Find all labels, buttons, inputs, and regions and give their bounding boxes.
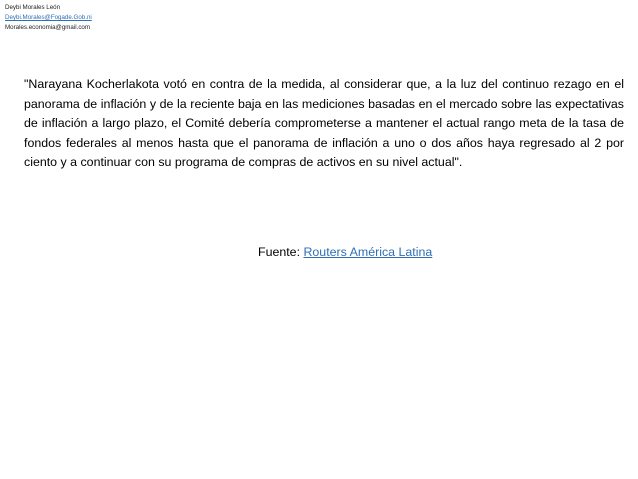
source-link[interactable]: Routers América Latina (303, 245, 433, 259)
author-email-secondary: Morales.economia@gmail.com (5, 24, 91, 31)
author-info (5, 3, 92, 33)
source-line (258, 244, 432, 260)
author-name: Deybi Morales León (5, 4, 61, 11)
quote-paragraph: "Narayana Kocherlakota votó en contra de la medida, al considerar que, a la luz del continuo rezago en el panorama de inflación y de la reciente baja en las mediciones basadas en el mercado sobre las expectativas de inflación a largo plazo, el Comité debería comprometerse a mantener el actual rango meta de la tasa de fondos federales al menos hasta que el panorama de inflación a uno o dos años haya regresado al 2 por ciento y a continuar con su programa de compras de activos en su nivel actual". (24, 77, 624, 169)
source-label: Fuente: (258, 245, 304, 259)
author-email-link[interactable]: Deybi.Morales@Fogade.Gob.ni (5, 14, 92, 21)
